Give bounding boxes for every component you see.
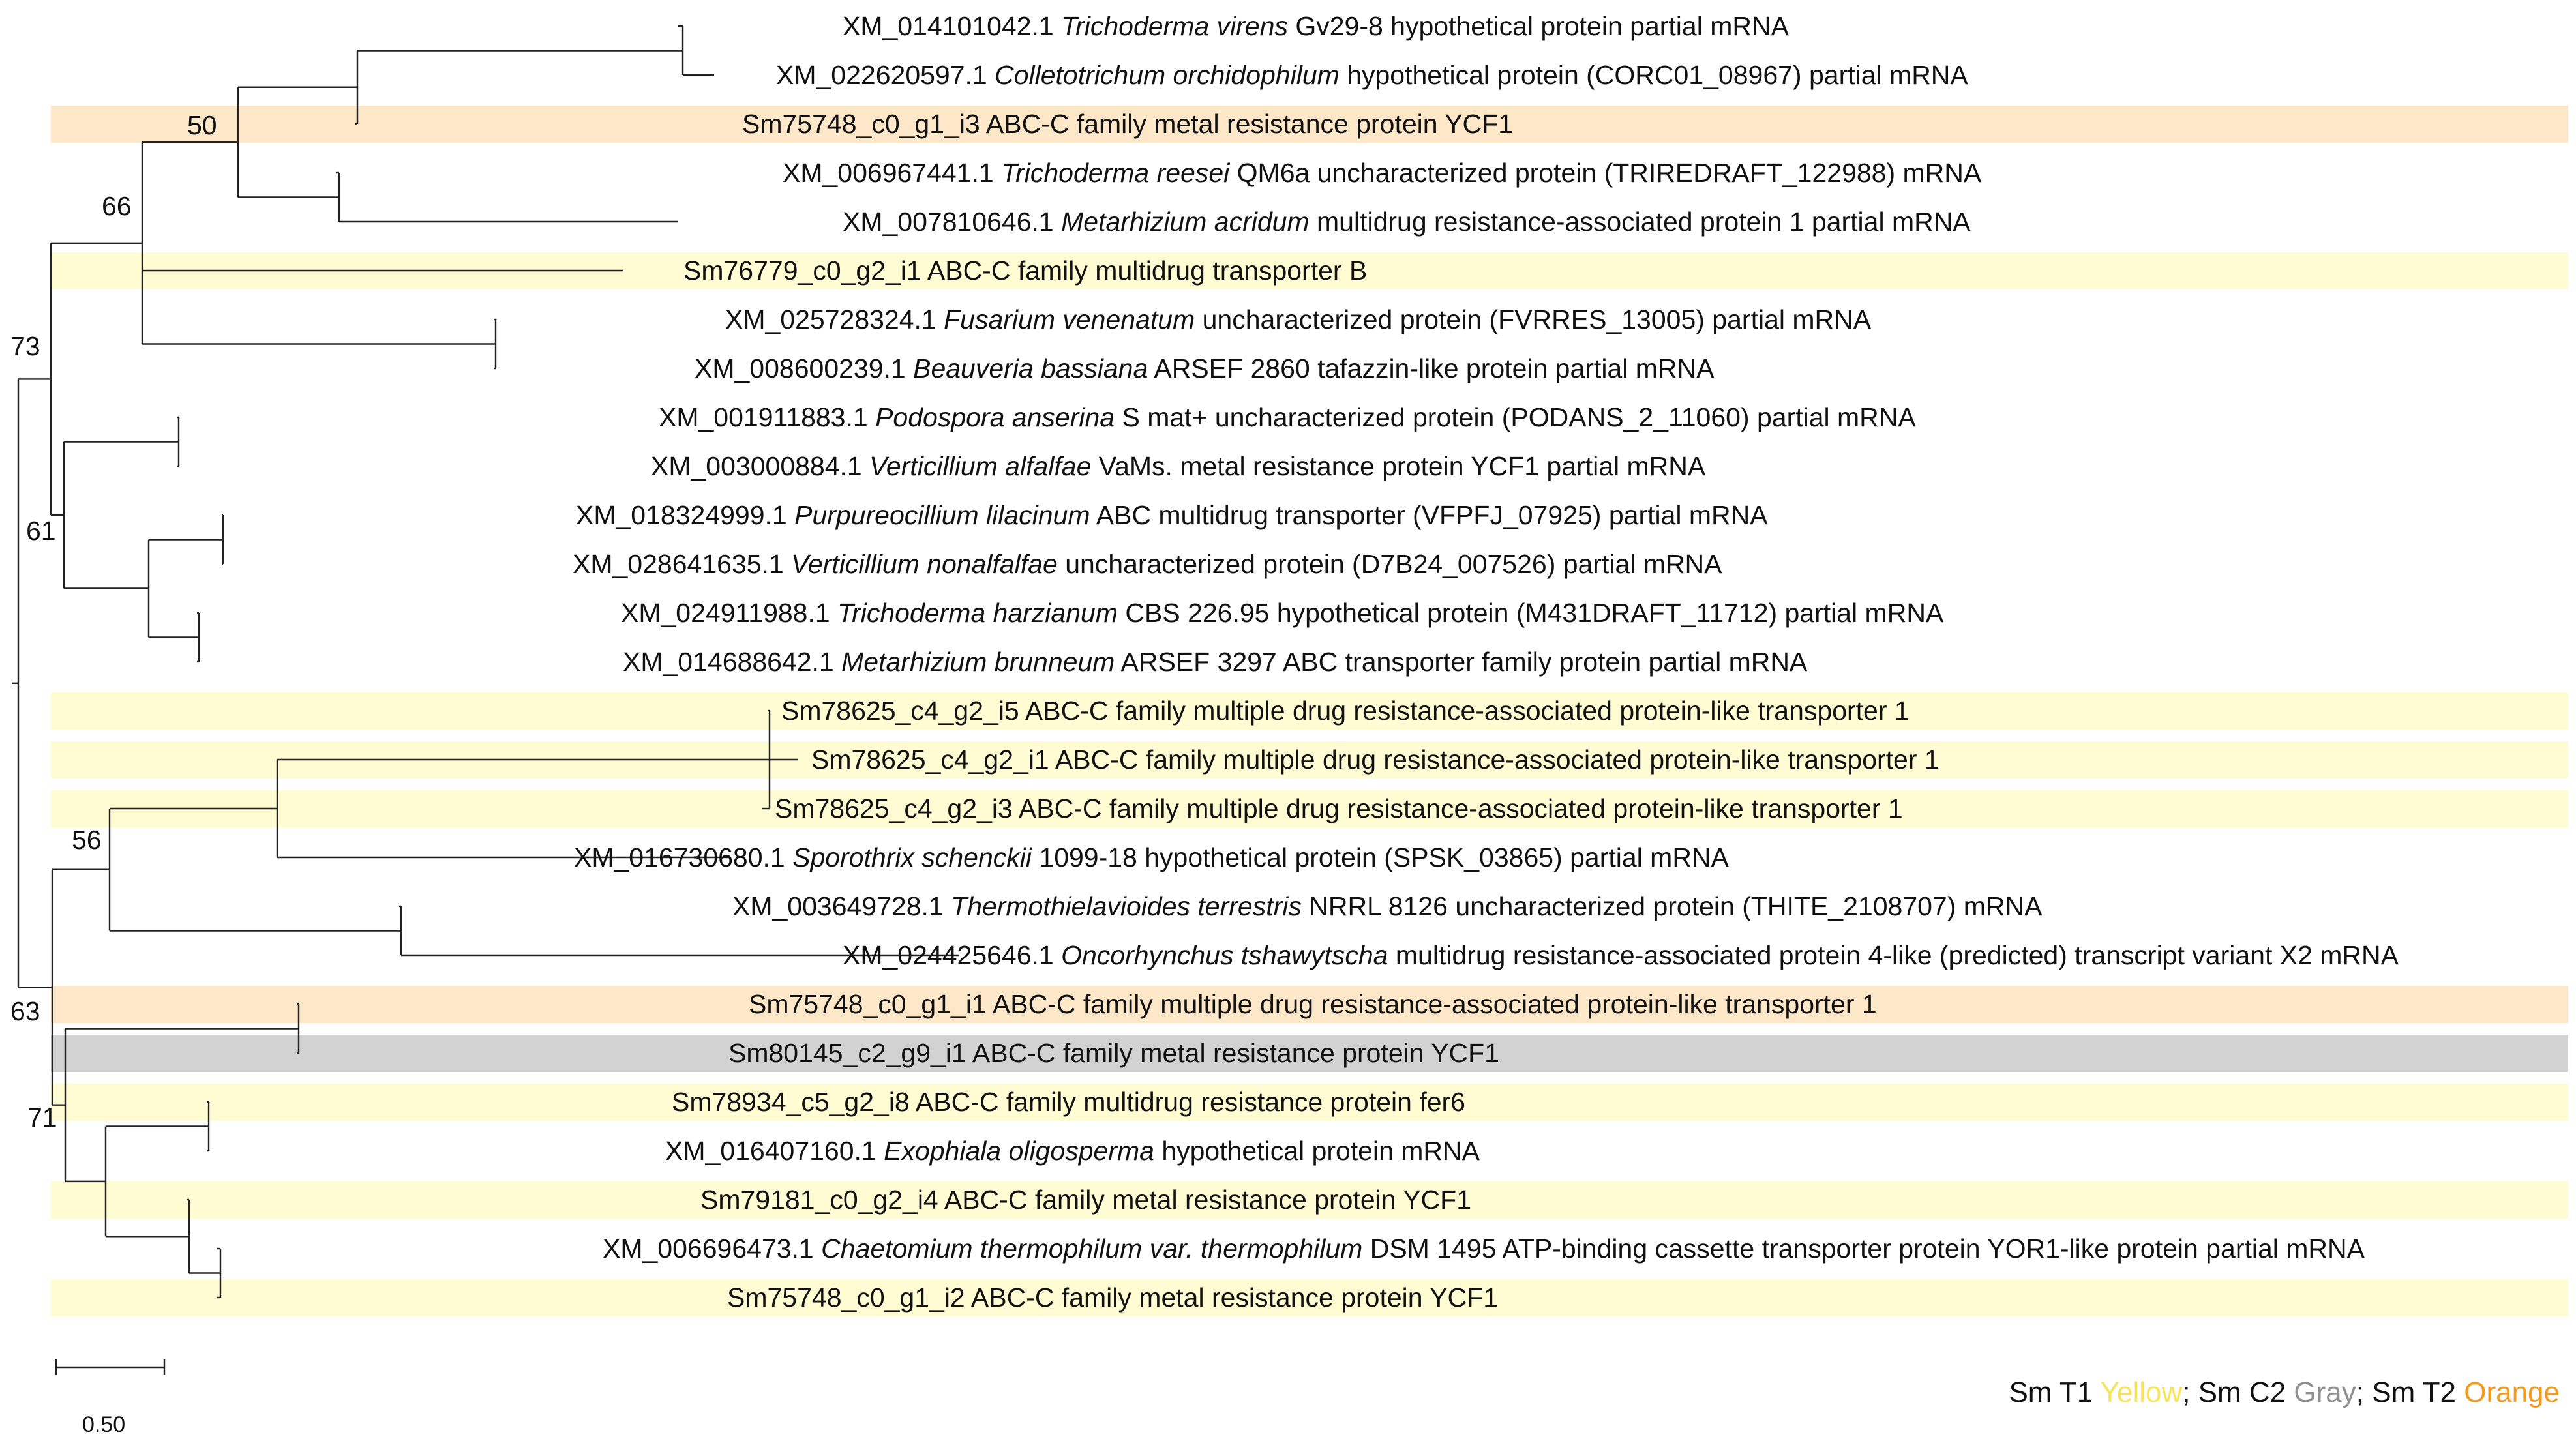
taxon-description: hypothetical protein (CORC01_08967) partial mRNA — [1339, 60, 1968, 90]
taxon-description: ABC multidrug transporter (VFPFJ_07925) partial mRNA — [1090, 500, 1768, 530]
taxon-species: Purpureocillium lilacinum — [786, 500, 1090, 530]
taxon-label — [651, 451, 1706, 481]
taxon-description: ABC-C family metal resistance protein YCF1 — [938, 1185, 1472, 1215]
legend-group: Sm T1 — [2009, 1376, 2101, 1408]
taxon-description: CBS 226.95 hypothetical protein (M431DRAFT_11712) partial mRNA — [1117, 598, 1944, 628]
taxon-accession: XM_014101042.1 — [843, 11, 1054, 41]
taxon-label — [843, 940, 2399, 970]
taxon-description: Gv29-8 hypothetical protein partial mRNA — [1287, 11, 1789, 41]
taxon-species: Chaetomium thermophilum var. thermophilum — [813, 1234, 1363, 1264]
taxon-label — [621, 598, 1944, 628]
bootstrap-label-66: 66 — [102, 191, 132, 221]
bootstrap-label-50: 50 — [187, 110, 217, 140]
bootstrap-label-56: 56 — [72, 825, 102, 855]
taxon-species: Trichoderma virens — [1053, 11, 1288, 41]
taxon-label — [576, 500, 1768, 530]
bootstrap-label-71: 71 — [27, 1103, 57, 1133]
taxon-accession: XM_024425646.1 — [843, 940, 1054, 970]
taxon-accession: XM_022620597.1 — [776, 60, 987, 90]
taxon-label — [727, 1283, 1498, 1313]
taxon-description: NRRL 8126 uncharacterized protein (THITE_2108707) mRNA — [1301, 891, 2043, 921]
taxon-accession: Sm78625_c4_g2_i5 — [781, 696, 1019, 726]
taxon-accession: Sm78625_c4_g2_i1 — [811, 745, 1049, 775]
taxon-accession: XM_025728324.1 — [725, 304, 936, 334]
taxon-accession: XM_003000884.1 — [651, 451, 862, 481]
taxon-accession: Sm78934_c5_g2_i8 — [672, 1087, 910, 1117]
bootstrap-label-63: 63 — [10, 996, 40, 1026]
taxon-description: ABC-C family multiple drug resistance-associated protein-like transporter 1 — [1049, 745, 1939, 775]
taxon-accession: XM_028641635.1 — [573, 549, 784, 579]
taxon-accession: XM_008600239.1 — [695, 353, 906, 383]
scale-bar — [56, 1359, 164, 1437]
taxon-label — [573, 549, 1722, 579]
taxon-species: Fusarium venenatum — [936, 304, 1195, 334]
taxon-label — [665, 1136, 1480, 1166]
taxon-description: ARSEF 3297 ABC transporter family protein partial mRNA — [1115, 647, 1808, 677]
taxon-species: Metarhizium acridum — [1053, 207, 1310, 237]
taxon-accession: Sm75748_c0_g1_i1 — [749, 989, 987, 1019]
taxon-accession: XM_014688642.1 — [623, 647, 834, 677]
taxon-species: Verticillium alfalfae — [861, 451, 1092, 481]
legend-separator: ; — [2356, 1376, 2373, 1408]
taxon-accession: XM_003649728.1 — [732, 891, 944, 921]
taxon-description: uncharacterized protein (FVRRES_13005) partial mRNA — [1195, 304, 1872, 334]
taxon-species: Thermothielavioides terrestris — [943, 891, 1302, 921]
taxon-label — [775, 794, 1903, 823]
taxon-accession: XM_006696473.1 — [603, 1234, 814, 1264]
scale-bar-label: 0.50 — [82, 1412, 126, 1437]
taxon-label — [843, 207, 1971, 237]
taxon-description: ABC-C family multidrug resistance protein fer6 — [909, 1087, 1465, 1117]
taxon-label — [700, 1185, 1471, 1215]
taxon-description: uncharacterized protein (D7B24_007526) partial mRNA — [1057, 549, 1722, 579]
taxon-accession: XM_001911883.1 — [659, 402, 868, 432]
taxon-species: Oncorhynchus tshawytscha — [1053, 940, 1388, 970]
taxon-label — [783, 158, 1982, 188]
taxon-accession: XM_007810646.1 — [843, 207, 1054, 237]
taxon-accession: XM_016730680.1 — [574, 842, 785, 872]
taxon-species: Beauveria bassiana — [905, 353, 1148, 383]
taxon-species: Trichoderma reesei — [993, 158, 1230, 188]
taxon-species: Podospora anserina — [867, 402, 1115, 432]
legend-color-name: Yellow — [2100, 1376, 2183, 1408]
taxon-description: ABC-C family multidrug transporter B — [921, 256, 1368, 286]
taxon-accession: XM_024911988.1 — [621, 598, 830, 628]
taxon-description: ABC-C family multiple drug resistance-associated protein-like transporter 1 — [986, 989, 1877, 1019]
taxon-description: ABC-C family multiple drug resistance-associated protein-like transporter 1 — [1019, 696, 1910, 726]
taxon-label — [811, 745, 1939, 775]
taxon-species: Metarhizium brunneum — [833, 647, 1115, 677]
taxon-label — [749, 989, 1877, 1019]
taxon-accession: Sm75748_c0_g1_i3 — [742, 109, 980, 139]
taxon-accession: XM_006967441.1 — [783, 158, 994, 188]
taxon-accession: Sm80145_c2_g9_i1 — [728, 1038, 966, 1068]
legend-color-name: Gray — [2294, 1376, 2356, 1408]
color-legend — [2009, 1376, 2560, 1408]
taxon-description: ARSEF 2860 tafazzin-like protein partial mRNA — [1148, 353, 1715, 383]
taxon-description: ABC-C family multiple drug resistance-associated protein-like transporter 1 — [1012, 794, 1903, 823]
taxon-description: ABC-C family metal resistance protein YCF1 — [980, 109, 1514, 139]
taxon-label — [574, 842, 1730, 872]
taxon-label — [732, 891, 2043, 921]
taxon-description: multidrug resistance-associated protein 4-like (predicted) transcript variant X2 mRNA — [1388, 940, 2399, 970]
bootstrap-label-73: 73 — [10, 331, 40, 361]
taxon-accession: Sm75748_c0_g1_i2 — [727, 1283, 965, 1313]
taxon-label — [683, 256, 1367, 286]
taxon-accession: XM_016407160.1 — [665, 1136, 876, 1166]
taxon-description: S mat+ uncharacterized protein (PODANS_2_11060) partial mRNA — [1115, 402, 1916, 432]
taxon-description: VaMs. metal resistance protein YCF1 partial mRNA — [1091, 451, 1706, 481]
taxon-label — [695, 353, 1715, 383]
taxon-description: multidrug resistance-associated protein 1 partial mRNA — [1309, 207, 1971, 237]
taxon-description: ABC-C family metal resistance protein YCF1 — [965, 1283, 1499, 1313]
taxon-accession: XM_018324999.1 — [576, 500, 787, 530]
taxon-description: hypothetical protein mRNA — [1154, 1136, 1480, 1166]
taxon-description: ABC-C family metal resistance protein YCF1 — [966, 1038, 1500, 1068]
taxon-accession: Sm78625_c4_g2_i3 — [775, 794, 1013, 823]
taxon-species: Sporothrix schenckii — [785, 842, 1032, 872]
taxon-label — [781, 696, 1910, 726]
taxon-label — [728, 1038, 1499, 1068]
taxon-description: DSM 1495 ATP-binding cassette transporter protein YOR1-like protein partial mRNA — [1362, 1234, 2365, 1264]
taxon-label — [672, 1087, 1465, 1117]
taxon-species: Verticillium nonalfalfae — [783, 549, 1058, 579]
taxon-label — [603, 1234, 2365, 1264]
taxon-description: 1099-18 hypothetical protein (SPSK_03865) partial mRNA — [1032, 842, 1729, 872]
legend-group: Sm T2 — [2372, 1376, 2464, 1408]
taxon-species: Colletotrichum orchidophilum — [987, 60, 1340, 90]
taxon-species: Trichoderma harzianum — [830, 598, 1118, 628]
legend-separator: ; — [2182, 1376, 2198, 1408]
legend-color-name: Orange — [2464, 1376, 2560, 1408]
taxon-label — [623, 647, 1808, 677]
taxon-label — [725, 304, 1872, 334]
taxon-label — [776, 60, 1968, 90]
legend-group: Sm C2 — [2198, 1376, 2294, 1408]
taxon-accession: Sm79181_c0_g2_i4 — [700, 1185, 938, 1215]
taxon-label — [742, 109, 1513, 139]
bootstrap-label-61: 61 — [26, 516, 56, 546]
taxon-label — [843, 11, 1790, 41]
taxon-accession: Sm76779_c0_g2_i1 — [683, 256, 921, 286]
taxon-species: Exophiala oligosperma — [876, 1136, 1154, 1166]
taxon-label — [659, 402, 1916, 432]
taxon-description: QM6a uncharacterized protein (TRIREDRAFT_122988) mRNA — [1229, 158, 1982, 188]
